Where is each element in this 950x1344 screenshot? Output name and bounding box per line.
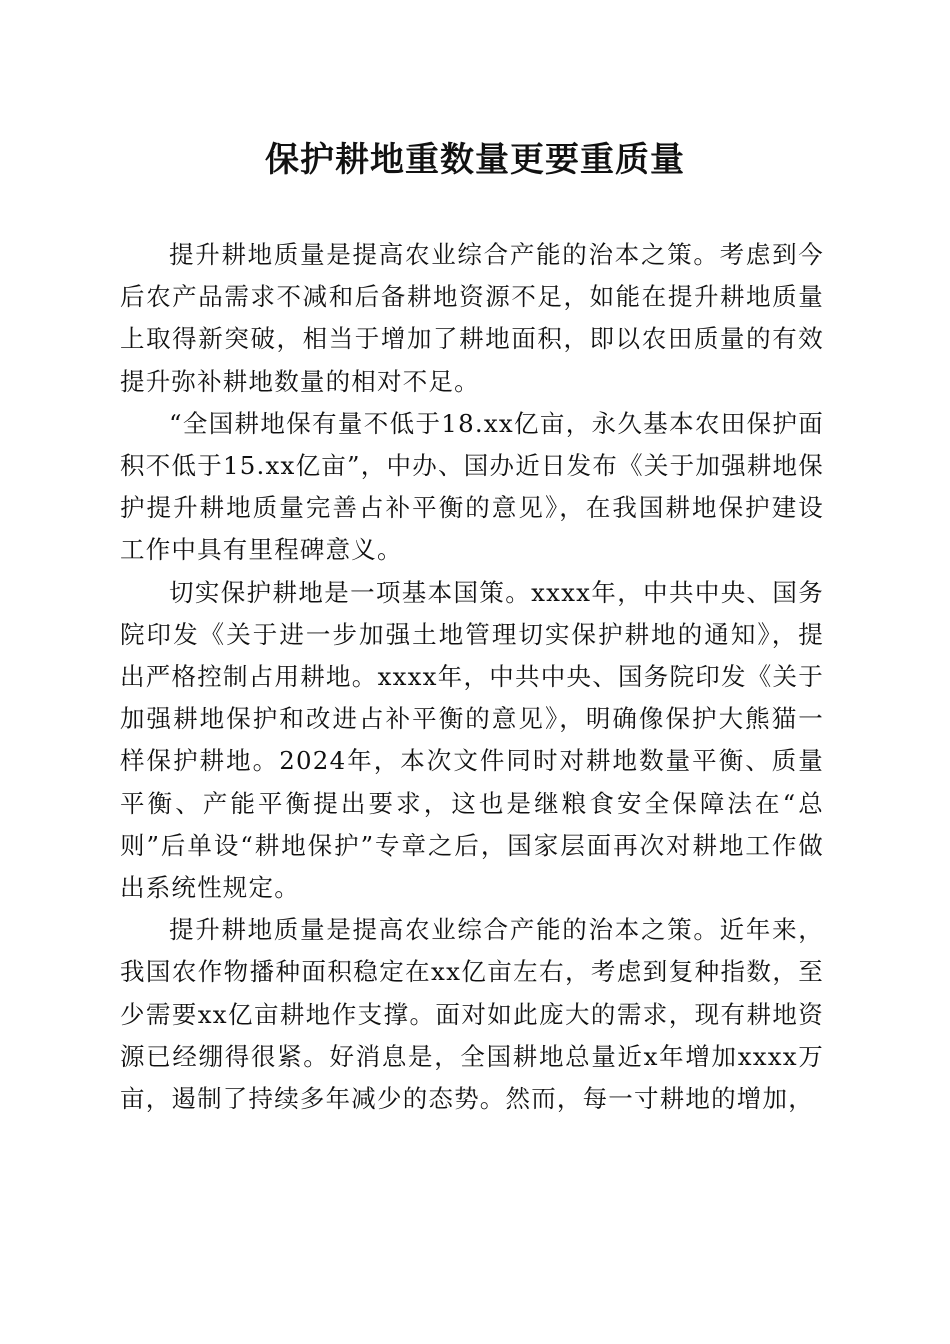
document-title: 保护耕地重数量更要重质量 bbox=[265, 140, 685, 180]
paragraph-2: “全国耕地保有量不低于18.xx亿亩，永久基本农田保护面积不低于15.xx亿亩”，中办、国办近日发布《关于加强耕地保护提升耕地质量完善占补平衡的意见》，在我国耕地保护建设工作中具有里程碑意义。 bbox=[120, 408, 824, 565]
paragraph-3: 切实保护耕地是一项基本国策。xxxx年，中共中央、国务院印发《关于进一步加强土地管理切实保护耕地的通知》，提出严格控制占用耕地。xxxx年，中共中央、国务院印发《关于加强耕地保护和改进占补平衡的意见》，明确像保护大熊猫一样保护耕地。2024年，本次文件同时对耕地数量平衡、质量平衡、产能平衡提出要求，这也是继粮食安全保障法在“总则”后单设“耕地保护”专章之后，国家层面再次对耕地工作做出系统性规定。 bbox=[120, 577, 824, 903]
document-body bbox=[120, 234, 824, 1120]
paragraph-4: 提升耕地质量是提高农业综合产能的治本之策。近年来，我国农作物播种面积稳定在xx亿亩左右，考虑到复种指数，至少需要xx亿亩耕地作支撑。面对如此庞大的需求，现有耕地资源已经绷得很紧。好消息是，全国耕地总量近x年增加xxxx万亩，遏制了持续多年减少的态势。然而，每一寸耕地的增加， bbox=[120, 915, 824, 1114]
paragraph-1: 提升耕地质量是提高农业综合产能的治本之策。考虑到今后农产品需求不减和后备耕地资源不足，如能在提升耕地质量上取得新突破，相当于增加了耕地面积，即以农田质量的有效提升弥补耕地数量的相对不足。 bbox=[120, 240, 824, 396]
